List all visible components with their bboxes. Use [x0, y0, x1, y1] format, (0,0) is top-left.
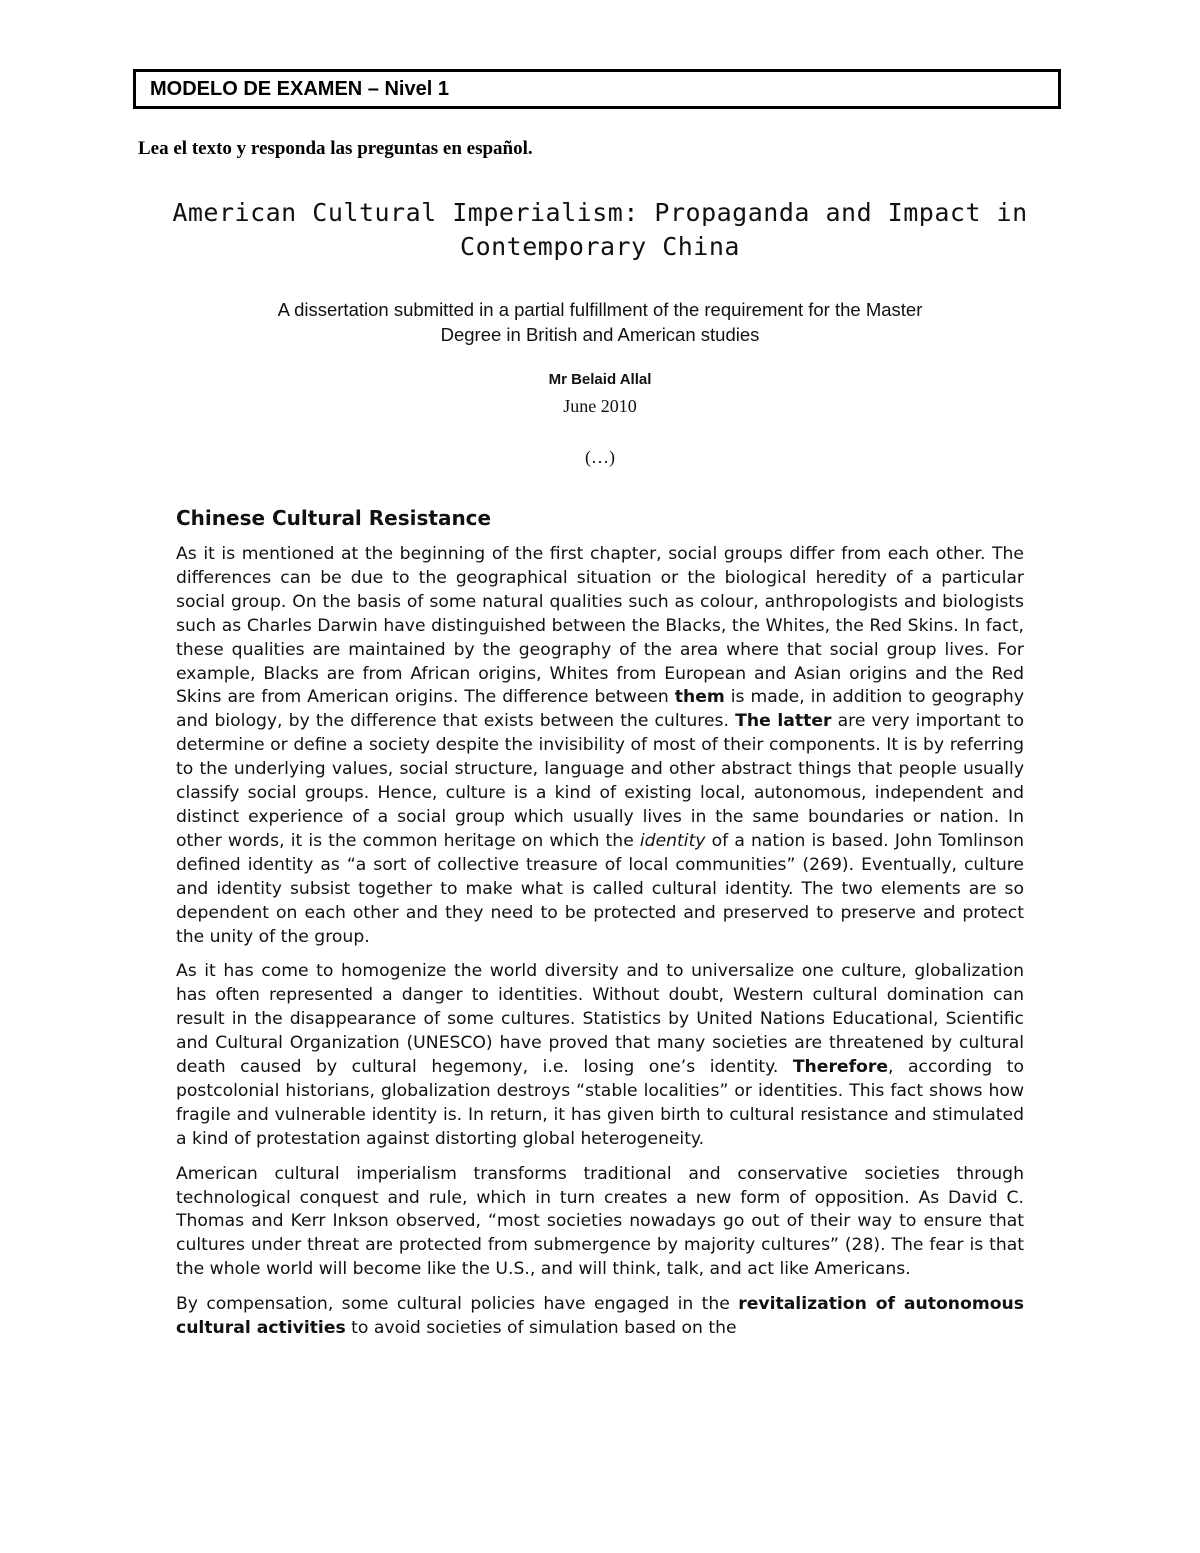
document-subtitle-line-1: A dissertation submitted in a partial fulfillment of the requirement for the Master — [277, 299, 923, 320]
body-text — [176, 543, 1024, 1352]
document-title-line-1: American Cultural Imperialism: Propaganda and Impact in — [172, 198, 1028, 227]
emphasis-bold: The latter — [735, 711, 832, 732]
emphasis-italic: identity — [639, 830, 706, 851]
paragraph-text: is made, in addition to geography and biology, by the difference that exists between the cultures. — [176, 687, 1024, 732]
paragraph-text: As it has come to homogenize the world diversity and to universalize one culture, globalization has often represented a danger to identities. Without doubt, Western cultural domination can result in the disappearance of some cultures. Statistics by United Nations Educational, Scientific and Cultural Organization (UNESCO) have proved that many societies are threatened by cultural death caused by cultural hegemony, i.e. losing one’s identity. — [176, 961, 1024, 1078]
emphasis-bold: Therefore — [792, 1057, 888, 1078]
publication-date: June 2010 — [563, 396, 637, 416]
paragraph-2 — [176, 960, 1024, 1151]
paragraph-text: By compensation, some cultural policies have engaged in the — [176, 1294, 739, 1315]
document-subtitle-line-2: Degree in British and American studies — [440, 324, 760, 345]
exam-header-label: MODELO DE EXAMEN – Nivel 1 — [150, 77, 449, 100]
exam-header-box — [133, 69, 1061, 109]
paragraph-1 — [176, 543, 1024, 949]
document-title-line-2: Contemporary China — [460, 232, 740, 261]
document-subtitle — [150, 297, 1050, 347]
paragraph-text: are very important to determine or define a society despite the invisibility of most of their components. It is by referring to the underlying values, social structure, language and other abstract things that people usually classify social groups. Hence, culture is a kind of existing local, autonomous, independent and distinct experience of a social group which usually lives in the same boundaries or nation. In other words, it is the common heritage on which the — [176, 711, 1024, 851]
document-title — [150, 196, 1050, 264]
emphasis-bold: them — [674, 687, 725, 708]
paragraph-text: As it is mentioned at the beginning of the first chapter, social groups differ from each other. The differences can be due to the geographical situation or the biological heredity of a particular social group. On the basis of some natural qualities such as colour, anthropologists and biologists such as Charles Darwin have distinguished between the Blacks, the Whites, the Red Skins. In fact, these qualities are maintained by the geography of the area where that social group lives. For example, Blacks are from African origins, Whites from European and Asian origins and the Red Skins are from American origins. The difference between — [176, 544, 1024, 708]
paragraph-text: to avoid societies of simulation based on the — [345, 1318, 737, 1339]
section-heading: Chinese Cultural Resistance — [176, 506, 492, 530]
paragraph-text: , according to postcolonial historians, globalization destroys “stable localities” or identities. This fact shows how fragile and vulnerable identity is. In return, it has given birth to cultural resistance and stimulated a kind of protestation against distorting global heterogeneity. — [176, 1057, 1024, 1149]
emphasis-bold: revitalization of autonomous cultural activities — [176, 1294, 1024, 1339]
instruction-line: Lea el texto y responda las preguntas en español. — [138, 138, 533, 159]
paragraph-3: American cultural imperialism transforms traditional and conservative societies through technological conquest and rule, which in turn creates a new form of opposition. As David C. Thomas and Kerr Inkson observed, “most societies nowadays go out of their way to ensure that cultures under threat are protected from submergence by majority cultures” (28). The fear is that the whole world will become like the U.S., and will think, talk, and act like Americans. — [176, 1163, 1024, 1280]
paragraph-4 — [176, 1293, 1024, 1341]
omission-marker: (…) — [585, 447, 615, 467]
paragraph-text: of a nation is based. John Tomlinson defined identity as “a sort of collective treasure of local communities” (269). Eventually, culture and identity subsist together to make what is called cultural identity. The two elements are so dependent on each other and they need to be protected and preserved to preserve and protect the unity of the group. — [176, 830, 1024, 947]
author-name: Mr Belaid Allal — [548, 371, 652, 388]
